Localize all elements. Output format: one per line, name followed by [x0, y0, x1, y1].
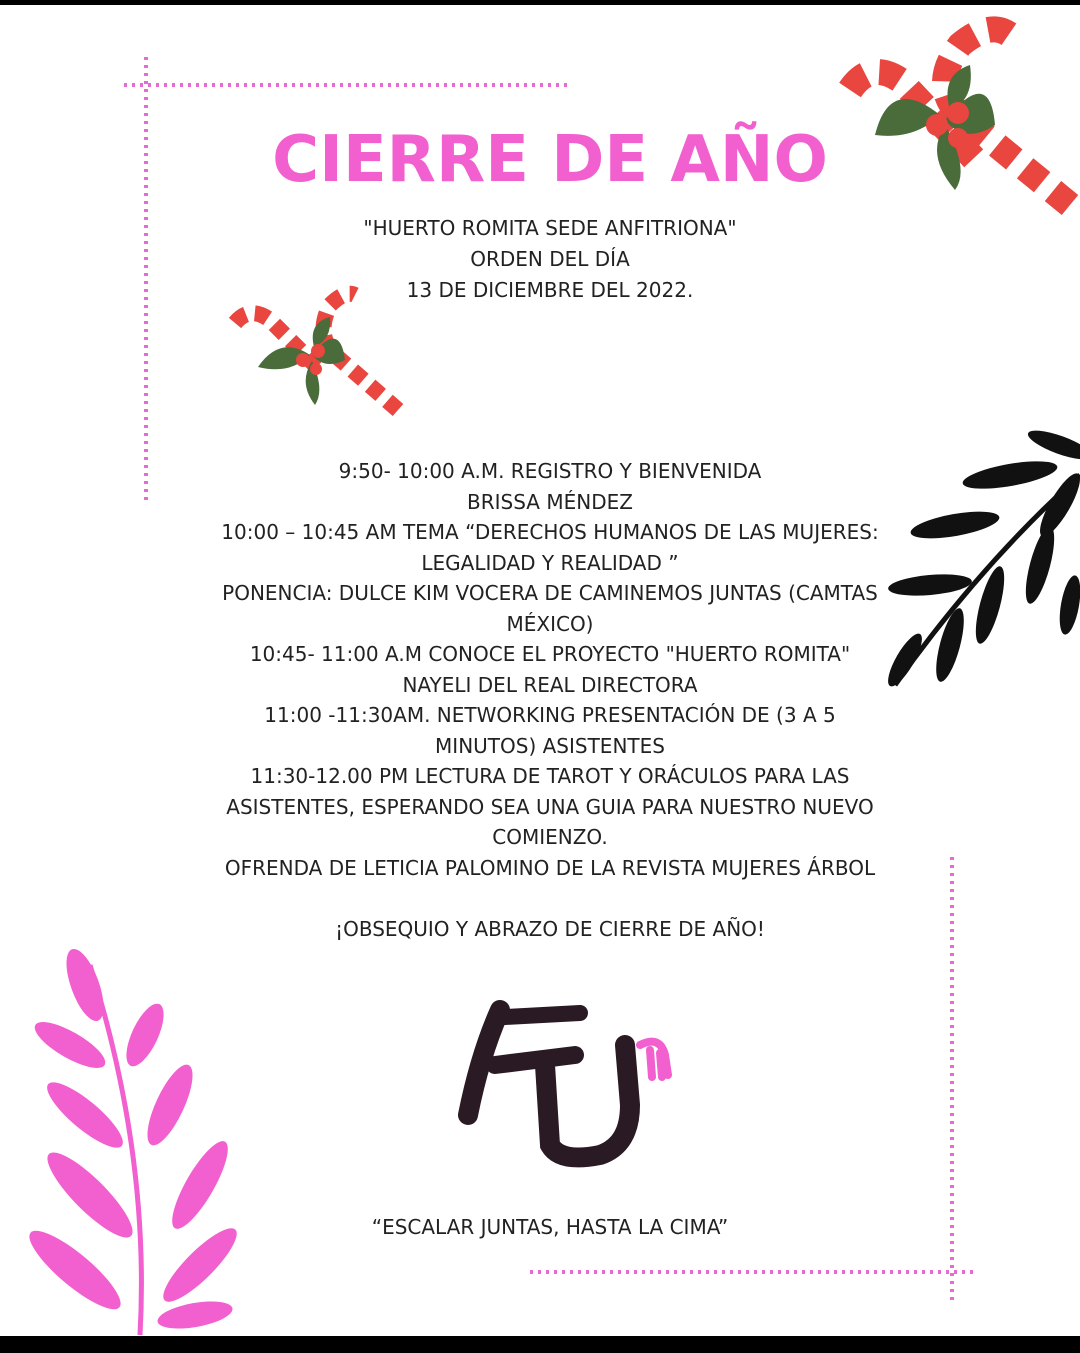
event-header [250, 213, 850, 306]
agenda-line: ASISTENTES, ESPERANDO SEA UNA GUIA PARA NUESTRO NUEVO [226, 794, 874, 819]
candy-cane-holly-small-icon [235, 294, 398, 410]
agenda-line: OFRENDA DE LETICIA PALOMINO DE LA REVISTA MUJERES ÁRBOL [224, 855, 876, 880]
header-line: 13 DE DICIEMBRE DEL 2022. [406, 278, 694, 302]
leaf-branch-icon-black [882, 425, 1080, 691]
agenda-line: 11:30-12.00 PM LECTURA DE TAROT Y ORÁCULOS PARA LAS [250, 764, 850, 788]
logo-icon [468, 1010, 668, 1157]
agenda-line: BRISSA MÉNDEZ [467, 489, 633, 514]
header-line: "HUERTO ROMITA SEDE ANFITRIONA" [363, 216, 737, 240]
agenda-line: 9:50- 10:00 A.M. REGISTRO Y BIENVENIDA [338, 459, 762, 483]
agenda-line: 10:00 – 10:45 AM TEMA “DERECHOS HUMANOS DE LAS MUJERES: [221, 520, 879, 544]
motto: “ESCALAR JUNTAS, HASTA LA CIMA” [371, 1215, 729, 1239]
leaf-branch-icon-pink [20, 945, 245, 1335]
page-title: CIERRE DE AÑO [272, 123, 828, 197]
agenda-line: 10:45- 11:00 A.M CONOCE EL PROYECTO "HUERTO ROMITA" [249, 642, 851, 666]
agenda-line: LEGALIDAD Y REALIDAD ” [421, 550, 679, 575]
agenda-line: MÉXICO) [506, 611, 594, 636]
agenda-line: NAYELI DEL REAL DIRECTORA [402, 672, 698, 697]
agenda-line: COMIENZO. [492, 825, 608, 849]
agenda-line: PONENCIA: DULCE KIM VOCERA DE CAMINEMOS JUNTAS (CAMTAS [222, 581, 878, 605]
agenda [200, 456, 900, 944]
spacer [200, 883, 900, 914]
agenda-line: 11:00 -11:30AM. NETWORKING PRESENTACIÓN DE (3 A 5 [264, 703, 836, 727]
closing-line: ¡OBSEQUIO Y ABRAZO DE CIERRE DE AÑO! [335, 916, 765, 941]
flyer [0, 5, 1080, 1336]
agenda-line: MINUTOS) ASISTENTES [435, 733, 665, 758]
header-line: ORDEN DEL DÍA [470, 247, 630, 271]
